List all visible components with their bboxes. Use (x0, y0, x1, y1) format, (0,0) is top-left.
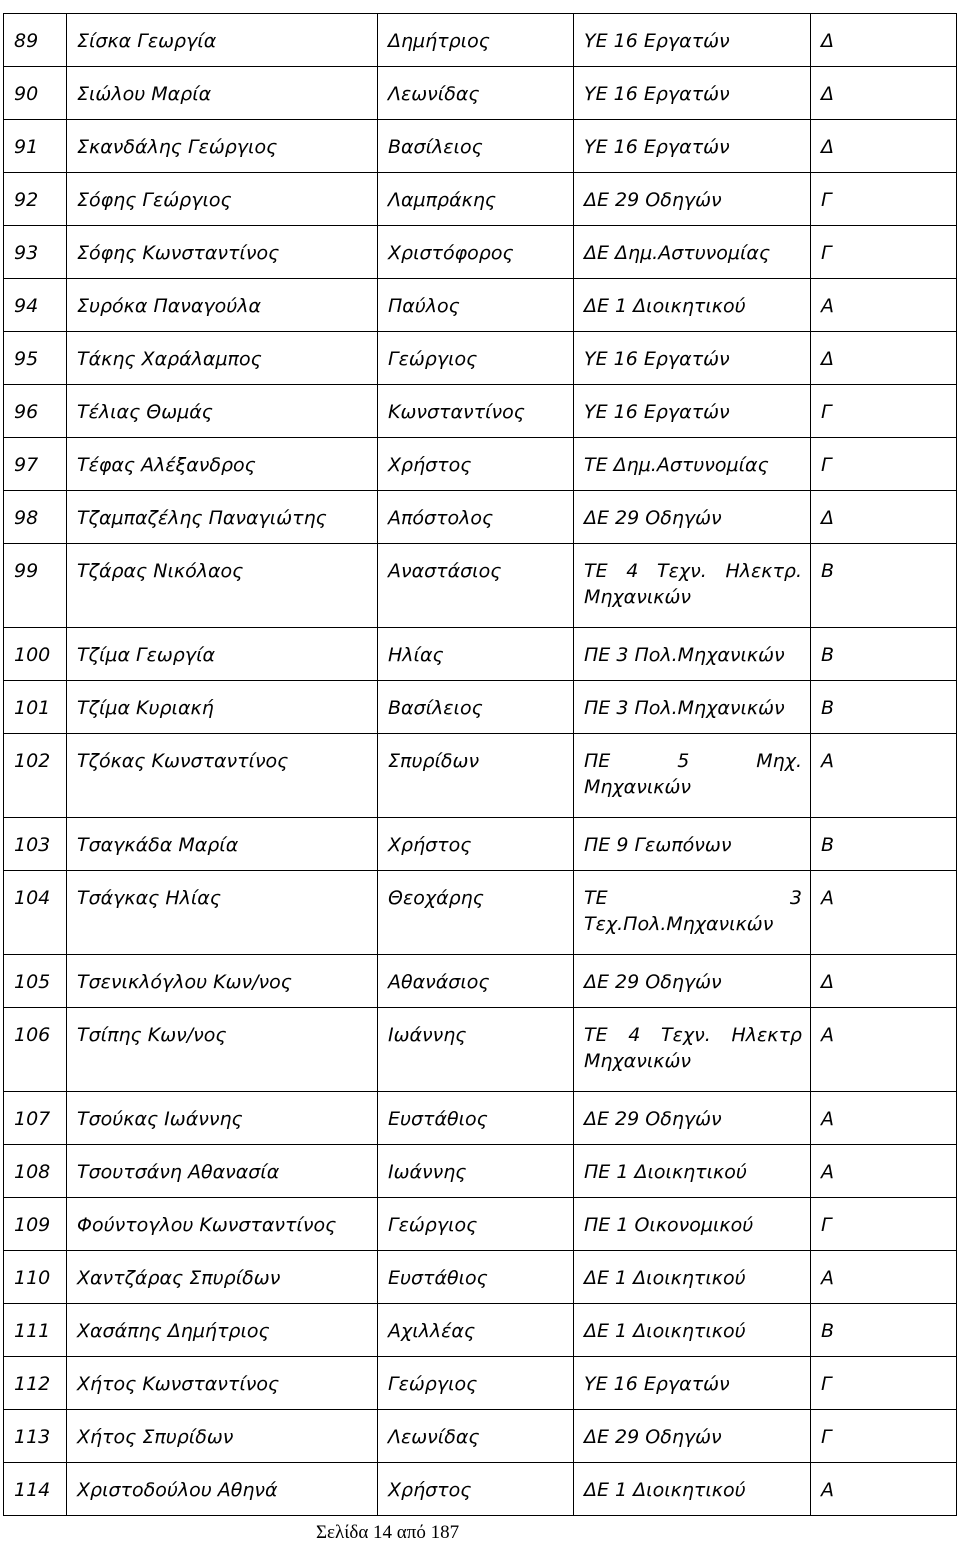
cell-father-name (378, 385, 574, 438)
category: Δ (821, 507, 834, 529)
employee-name: Τζάρας Νικόλαος (77, 560, 244, 582)
cell-category (811, 279, 957, 332)
row-number: 94 (14, 295, 39, 317)
cell-number (4, 544, 67, 628)
category: Α (821, 1024, 834, 1046)
specialty: ΠΕ 1 Διοικητικού (584, 1161, 747, 1183)
category: Δ (821, 971, 834, 993)
cell-father-name (378, 226, 574, 279)
cell-father-name (378, 1304, 574, 1357)
table-row (4, 734, 957, 818)
table-row (4, 120, 957, 173)
row-number: 91 (14, 136, 39, 158)
cell-name (67, 681, 378, 734)
specialty-line-2: Μηχανικών (584, 586, 691, 608)
cell-number (4, 1410, 67, 1463)
employee-name: Τζίμα Κυριακή (77, 697, 214, 719)
row-number: 114 (14, 1479, 51, 1501)
cell-father-name (378, 628, 574, 681)
employee-name: Τζίμα Γεωργία (77, 644, 216, 666)
cell-father-name (378, 491, 574, 544)
specialty-line-2: Μηχανικών (584, 1050, 691, 1072)
cell-category (811, 1304, 957, 1357)
specialty: ΤΕ Δημ.Αστυνομίας (584, 454, 769, 476)
specialty: ΠΕ 3 Πολ.Μηχανικών (584, 697, 785, 719)
specialty: ΔΕ 29 Οδηγών (584, 971, 722, 993)
cell-specialty (574, 1145, 811, 1198)
specialty: ΔΕ 29 Οδηγών (584, 507, 722, 529)
father-name: Παύλος (388, 295, 460, 317)
father-name: Χρήστος (388, 1479, 472, 1501)
specialty: ΥΕ 16 Εργατών (584, 83, 730, 105)
employee-name: Τσαγκάδα Μαρία (77, 834, 239, 856)
cell-number (4, 385, 67, 438)
specialty-line-1: ΤΕ 4 Τεχν. Ηλεκτρ. (584, 560, 802, 582)
cell-number (4, 1463, 67, 1516)
cell-category (811, 628, 957, 681)
category: Α (821, 1161, 834, 1183)
cell-specialty (574, 681, 811, 734)
specialty: ΥΕ 16 Εργατών (584, 136, 730, 158)
cell-name (67, 120, 378, 173)
cell-name (67, 14, 378, 67)
category: Α (821, 887, 834, 909)
category: Β (821, 560, 835, 582)
table-row (4, 628, 957, 681)
cell-number (4, 67, 67, 120)
cell-specialty (574, 279, 811, 332)
employee-name: Συρόκα Παναγούλα (77, 295, 262, 317)
cell-number (4, 120, 67, 173)
cell-specialty (574, 544, 811, 628)
table-row (4, 871, 957, 955)
cell-category (811, 438, 957, 491)
cell-name (67, 1251, 378, 1304)
cell-category (811, 544, 957, 628)
row-number: 107 (14, 1108, 51, 1130)
cell-number (4, 1092, 67, 1145)
cell-name (67, 1092, 378, 1145)
cell-name (67, 332, 378, 385)
employee-table-container (3, 13, 956, 1516)
cell-specialty (574, 1304, 811, 1357)
table-row (4, 491, 957, 544)
cell-name (67, 544, 378, 628)
row-number: 98 (14, 507, 39, 529)
specialty: ΔΕ 1 Διοικητικού (584, 1479, 746, 1501)
table-row (4, 1410, 957, 1463)
row-number: 105 (14, 971, 51, 993)
cell-father-name (378, 818, 574, 871)
cell-number (4, 1008, 67, 1092)
cell-father-name (378, 1198, 574, 1251)
employee-name: Χήτος Κωνσταντίνος (77, 1373, 280, 1395)
table-row (4, 385, 957, 438)
cell-name (67, 385, 378, 438)
employee-name: Τζόκας Κωνσταντίνος (77, 750, 289, 772)
cell-father-name (378, 1357, 574, 1410)
specialty: ΔΕ Δημ.Αστυνομίας (584, 242, 771, 264)
table-row (4, 279, 957, 332)
category: Γ (821, 454, 832, 476)
specialty: ΔΕ 1 Διοικητικού (584, 295, 746, 317)
row-number: 90 (14, 83, 39, 105)
cell-category (811, 226, 957, 279)
cell-father-name (378, 681, 574, 734)
father-name: Λαμπράκης (388, 189, 497, 211)
table-row (4, 1304, 957, 1357)
table-row (4, 1145, 957, 1198)
cell-name (67, 279, 378, 332)
specialty-line-1: ΤΕ 4 Τεχν. Ηλεκτρ (584, 1024, 802, 1046)
cell-category (811, 1357, 957, 1410)
row-number: 108 (14, 1161, 51, 1183)
employee-name: Σίσκα Γεωργία (77, 30, 217, 52)
cell-specialty (574, 1092, 811, 1145)
table-row (4, 681, 957, 734)
specialty: ΔΕ 29 Οδηγών (584, 189, 722, 211)
cell-father-name (378, 120, 574, 173)
row-number: 104 (14, 887, 51, 909)
specialty-line-2: Τεχ.Πολ.Μηχανικών (584, 913, 774, 935)
table-row (4, 1463, 957, 1516)
specialty: ΔΕ 29 Οδηγών (584, 1108, 722, 1130)
cell-father-name (378, 1145, 574, 1198)
father-name: Ευστάθιος (388, 1108, 488, 1130)
father-name: Βασίλειος (388, 697, 483, 719)
father-name: Ιωάννης (388, 1161, 467, 1183)
cell-number (4, 1198, 67, 1251)
cell-number (4, 1145, 67, 1198)
employee-name: Τζαμπαζέλης Παναγιώτης (77, 507, 327, 529)
employee-name: Τέλιας Θωμάς (77, 401, 213, 423)
category: Α (821, 295, 834, 317)
father-name: Σπυρίδων (388, 750, 480, 772)
row-number: 109 (14, 1214, 51, 1236)
category: Γ (821, 1373, 832, 1395)
row-number: 97 (14, 454, 39, 476)
cell-name (67, 438, 378, 491)
cell-number (4, 14, 67, 67)
cell-number (4, 491, 67, 544)
cell-number (4, 818, 67, 871)
cell-father-name (378, 955, 574, 1008)
employee-name: Φούντογλου Κωνσταντίνος (77, 1214, 337, 1236)
category: Γ (821, 1214, 832, 1236)
employee-name: Χήτος Σπυρίδων (77, 1426, 234, 1448)
category: Α (821, 1108, 834, 1130)
table-row (4, 173, 957, 226)
employee-name: Τσίπης Κων/νος (77, 1024, 227, 1046)
cell-name (67, 1008, 378, 1092)
row-number: 100 (14, 644, 51, 666)
cell-category (811, 120, 957, 173)
employee-name: Τάκης Χαράλαμπος (77, 348, 262, 370)
specialty-line-1: ΠΕ 5 Μηχ. (584, 750, 802, 772)
category: Δ (821, 348, 834, 370)
cell-category (811, 332, 957, 385)
father-name: Χρήστος (388, 454, 472, 476)
cell-number (4, 279, 67, 332)
table-row (4, 1357, 957, 1410)
father-name: Απόστολος (388, 507, 494, 529)
category: Γ (821, 189, 832, 211)
cell-specialty (574, 1357, 811, 1410)
cell-father-name (378, 734, 574, 818)
employee-name: Τσουτσάνη Αθανασία (77, 1161, 280, 1183)
father-name: Γεώργιος (388, 1214, 478, 1236)
cell-specialty (574, 67, 811, 120)
cell-father-name (378, 871, 574, 955)
cell-number (4, 681, 67, 734)
category: Β (821, 1320, 835, 1342)
cell-category (811, 491, 957, 544)
cell-father-name (378, 1251, 574, 1304)
cell-specialty (574, 955, 811, 1008)
specialty-line-2: Μηχανικών (584, 776, 691, 798)
category: Α (821, 1267, 834, 1289)
cell-father-name (378, 438, 574, 491)
row-number: 112 (14, 1373, 51, 1395)
specialty: ΔΕ 29 Οδηγών (584, 1426, 722, 1448)
row-number: 106 (14, 1024, 51, 1046)
table-row (4, 1008, 957, 1092)
employee-table (3, 13, 957, 1516)
cell-category (811, 14, 957, 67)
table-row (4, 818, 957, 871)
father-name: Γεώργιος (388, 348, 478, 370)
row-number: 113 (14, 1426, 51, 1448)
cell-father-name (378, 1410, 574, 1463)
cell-father-name (378, 279, 574, 332)
table-row (4, 544, 957, 628)
category: Β (821, 644, 835, 666)
cell-name (67, 628, 378, 681)
specialty: ΠΕ 3 Πολ.Μηχανικών (584, 644, 785, 666)
father-name: Χρήστος (388, 834, 472, 856)
row-number: 110 (14, 1267, 51, 1289)
cell-category (811, 385, 957, 438)
table-row (4, 1251, 957, 1304)
cell-father-name (378, 67, 574, 120)
cell-category (811, 1198, 957, 1251)
table-row (4, 226, 957, 279)
category: Α (821, 750, 834, 772)
table-row (4, 955, 957, 1008)
row-number: 99 (14, 560, 39, 582)
father-name: Αχιλλέας (388, 1320, 476, 1342)
cell-specialty (574, 871, 811, 955)
father-name: Δημήτριος (388, 30, 490, 52)
cell-number (4, 226, 67, 279)
cell-category (811, 1251, 957, 1304)
cell-specialty (574, 1463, 811, 1516)
cell-father-name (378, 173, 574, 226)
cell-number (4, 1357, 67, 1410)
table-row (4, 67, 957, 120)
cell-name (67, 1198, 378, 1251)
cell-category (811, 955, 957, 1008)
specialty: ΠΕ 1 Οικονομικού (584, 1214, 754, 1236)
category: Γ (821, 1426, 832, 1448)
cell-number (4, 871, 67, 955)
cell-name (67, 1357, 378, 1410)
row-number: 103 (14, 834, 51, 856)
cell-specialty (574, 818, 811, 871)
cell-specialty (574, 332, 811, 385)
cell-number (4, 173, 67, 226)
father-name: Αναστάσιος (388, 560, 502, 582)
category: Γ (821, 242, 832, 264)
father-name: Χριστόφορος (388, 242, 514, 264)
table-row (4, 14, 957, 67)
table-row (4, 1092, 957, 1145)
cell-number (4, 1304, 67, 1357)
cell-category (811, 818, 957, 871)
employee-name: Τσάγκας Ηλίας (77, 887, 221, 909)
specialty: ΔΕ 1 Διοικητικού (584, 1320, 746, 1342)
father-name: Ευστάθιος (388, 1267, 488, 1289)
cell-number (4, 955, 67, 1008)
row-number: 111 (14, 1320, 51, 1342)
employee-name: Τέφας Αλέξανδρος (77, 454, 256, 476)
cell-specialty (574, 385, 811, 438)
row-number: 96 (14, 401, 39, 423)
category: Α (821, 1479, 834, 1501)
cell-specialty (574, 734, 811, 818)
cell-name (67, 226, 378, 279)
cell-father-name (378, 1092, 574, 1145)
employee-name: Τσούκας Ιωάννης (77, 1108, 243, 1130)
category: Γ (821, 401, 832, 423)
cell-name (67, 491, 378, 544)
cell-father-name (378, 1463, 574, 1516)
specialty: ΠΕ 9 Γεωπόνων (584, 834, 732, 856)
cell-name (67, 1463, 378, 1516)
specialty-line-1: ΤΕ 3 (584, 887, 802, 909)
specialty: ΥΕ 16 Εργατών (584, 401, 730, 423)
cell-name (67, 1410, 378, 1463)
cell-category (811, 871, 957, 955)
cell-number (4, 332, 67, 385)
father-name: Ιωάννης (388, 1024, 467, 1046)
cell-specialty (574, 628, 811, 681)
cell-name (67, 818, 378, 871)
category: Β (821, 697, 835, 719)
cell-specialty (574, 1251, 811, 1304)
cell-name (67, 1304, 378, 1357)
cell-father-name (378, 332, 574, 385)
cell-father-name (378, 14, 574, 67)
page-number: Σελίδα 14 από 187 (316, 1522, 460, 1543)
father-name: Λεωνίδας (388, 1426, 480, 1448)
cell-category (811, 1008, 957, 1092)
father-name: Γεώργιος (388, 1373, 478, 1395)
employee-table-body (4, 14, 957, 1516)
table-row (4, 332, 957, 385)
cell-number (4, 438, 67, 491)
father-name: Βασίλειος (388, 136, 483, 158)
cell-name (67, 1145, 378, 1198)
cell-category (811, 734, 957, 818)
table-row (4, 1198, 957, 1251)
father-name: Θεοχάρης (388, 887, 484, 909)
cell-category (811, 1145, 957, 1198)
employee-name: Σόφης Γεώργιος (77, 189, 232, 211)
row-number: 95 (14, 348, 39, 370)
employee-name: Σκανδάλης Γεώργιος (77, 136, 278, 158)
cell-number (4, 734, 67, 818)
cell-name (67, 955, 378, 1008)
employee-name: Χαντζάρας Σπυρίδων (77, 1267, 281, 1289)
cell-father-name (378, 1008, 574, 1092)
cell-category (811, 1410, 957, 1463)
cell-name (67, 871, 378, 955)
cell-specialty (574, 438, 811, 491)
employee-name: Τσενικλόγλου Κων/νος (77, 971, 292, 993)
cell-name (67, 734, 378, 818)
employee-name: Σιώλου Μαρία (77, 83, 212, 105)
category: Δ (821, 30, 834, 52)
row-number: 93 (14, 242, 39, 264)
cell-category (811, 173, 957, 226)
cell-specialty (574, 120, 811, 173)
cell-category (811, 681, 957, 734)
cell-category (811, 1092, 957, 1145)
specialty: ΥΕ 16 Εργατών (584, 1373, 730, 1395)
row-number: 102 (14, 750, 51, 772)
father-name: Κωνσταντίνος (388, 401, 525, 423)
employee-name: Χασάπης Δημήτριος (77, 1320, 270, 1342)
cell-specialty (574, 491, 811, 544)
cell-specialty (574, 226, 811, 279)
father-name: Ηλίας (388, 644, 444, 666)
cell-number (4, 628, 67, 681)
cell-specialty (574, 173, 811, 226)
table-row (4, 438, 957, 491)
cell-category (811, 67, 957, 120)
category: Δ (821, 136, 834, 158)
specialty: ΔΕ 1 Διοικητικού (584, 1267, 746, 1289)
category: Δ (821, 83, 834, 105)
cell-name (67, 173, 378, 226)
employee-name: Χριστοδούλου Αθηνά (77, 1479, 278, 1501)
cell-name (67, 67, 378, 120)
row-number: 89 (14, 30, 39, 52)
specialty: ΥΕ 16 Εργατών (584, 348, 730, 370)
cell-specialty (574, 1410, 811, 1463)
row-number: 92 (14, 189, 39, 211)
cell-specialty (574, 1198, 811, 1251)
employee-name: Σόφης Κωνσταντίνος (77, 242, 280, 264)
cell-number (4, 1251, 67, 1304)
cell-specialty (574, 1008, 811, 1092)
cell-specialty (574, 14, 811, 67)
father-name: Λεωνίδας (388, 83, 480, 105)
cell-category (811, 1463, 957, 1516)
father-name: Αθανάσιος (388, 971, 490, 993)
category: Β (821, 834, 835, 856)
row-number: 101 (14, 697, 51, 719)
cell-father-name (378, 544, 574, 628)
specialty: ΥΕ 16 Εργατών (584, 30, 730, 52)
